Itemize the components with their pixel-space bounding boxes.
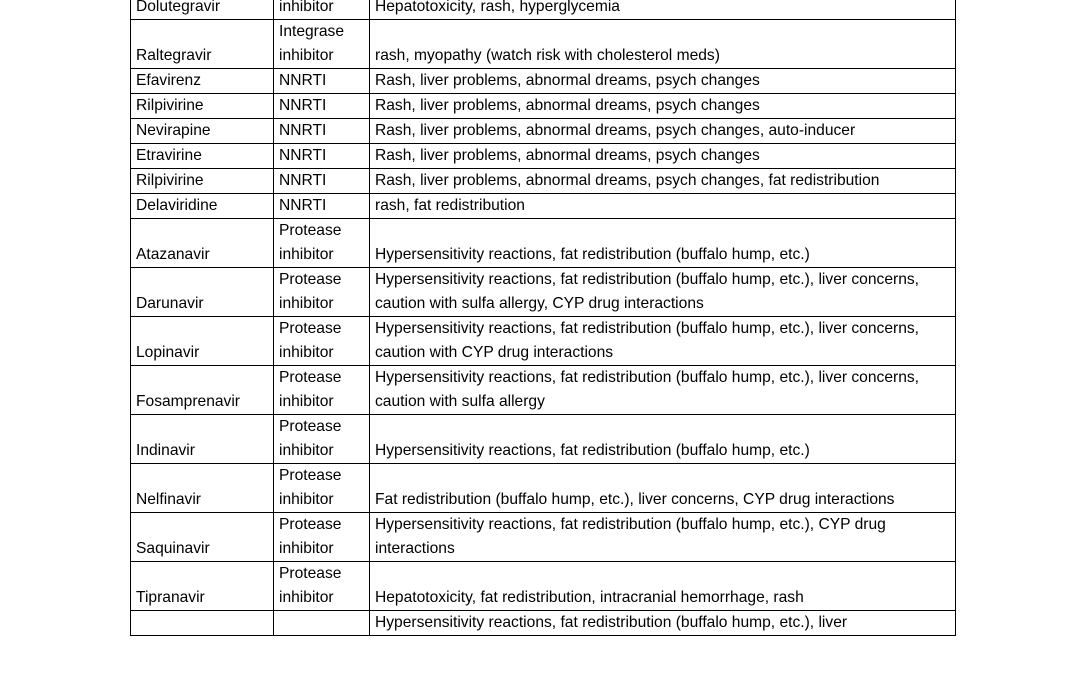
table-row (131, 611, 956, 636)
table-row (131, 366, 956, 415)
drug-class-cell: Protease inhibitor (274, 464, 370, 513)
table-row (131, 0, 956, 20)
table-body (131, 0, 956, 636)
side-effects-cell: Hypersensitivity reactions, fat redistribution (buffalo hump, etc.) (370, 415, 956, 464)
table-row (131, 169, 956, 194)
table-row (131, 464, 956, 513)
table-row (131, 194, 956, 219)
drug-name-cell: Darunavir (131, 268, 274, 317)
drug-side-effects-table (130, 0, 956, 636)
table-row (131, 69, 956, 94)
drug-class-cell: NNRTI (274, 144, 370, 169)
side-effects-cell: Rash, liver problems, abnormal dreams, psych changes (370, 144, 956, 169)
table-row (131, 119, 956, 144)
table-row (131, 20, 956, 69)
side-effects-cell: Hypersensitivity reactions, fat redistribution (buffalo hump, etc.), CYP drug interactions (370, 513, 956, 562)
drug-class-cell: Protease inhibitor (274, 366, 370, 415)
table-row (131, 219, 956, 268)
drug-class-cell: NNRTI (274, 94, 370, 119)
drug-name-cell: Delaviridine (131, 194, 274, 219)
side-effects-cell: Hypersensitivity reactions, fat redistribution (buffalo hump, etc.) (370, 219, 956, 268)
drug-name-cell: Tipranavir (131, 562, 274, 611)
drug-class-cell: NNRTI (274, 69, 370, 94)
drug-class-cell: Protease inhibitor (274, 219, 370, 268)
drug-name-cell: Saquinavir (131, 513, 274, 562)
side-effects-cell: Rash, liver problems, abnormal dreams, psych changes (370, 94, 956, 119)
drug-name-cell: Rilpivirine (131, 94, 274, 119)
drug-class-cell: NNRTI (274, 119, 370, 144)
table-row (131, 144, 956, 169)
drug-name-cell: Lopinavir (131, 317, 274, 366)
side-effects-cell: rash, fat redistribution (370, 194, 956, 219)
drug-class-cell: Protease inhibitor (274, 268, 370, 317)
side-effects-cell: Rash, liver problems, abnormal dreams, psych changes, auto-inducer (370, 119, 956, 144)
drug-name-cell: Etravirine (131, 144, 274, 169)
table-row (131, 317, 956, 366)
drug-class-cell: inhibitor (274, 0, 370, 20)
drug-class-cell: Protease inhibitor (274, 415, 370, 464)
drug-name-cell: Atazanavir (131, 219, 274, 268)
drug-class-cell: NNRTI (274, 169, 370, 194)
drug-name-cell: Dolutegravir (131, 0, 274, 20)
drug-class-cell: Protease inhibitor (274, 562, 370, 611)
drug-name-cell: Indinavir (131, 415, 274, 464)
side-effects-cell: Hypersensitivity reactions, fat redistribution (buffalo hump, etc.), liver concerns, caution with sulfa allergy, CYP drug interactions (370, 268, 956, 317)
table-row (131, 268, 956, 317)
table-row (131, 94, 956, 119)
side-effects-cell: Rash, liver problems, abnormal dreams, psych changes, fat redistribution (370, 169, 956, 194)
side-effects-cell: Hepatotoxicity, rash, hyperglycemia (370, 0, 956, 20)
drug-name-cell: Efavirenz (131, 69, 274, 94)
drug-class-cell: Protease inhibitor (274, 513, 370, 562)
side-effects-cell: Hypersensitivity reactions, fat redistribution (buffalo hump, etc.), liver (370, 611, 956, 636)
drug-class-cell (274, 611, 370, 636)
side-effects-cell: Hepatotoxicity, fat redistribution, intracranial hemorrhage, rash (370, 562, 956, 611)
drug-class-cell: Integrase inhibitor (274, 20, 370, 69)
drug-name-cell: Rilpivirine (131, 169, 274, 194)
drug-name-cell (131, 611, 274, 636)
side-effects-cell: rash, myopathy (watch risk with cholesterol meds) (370, 20, 956, 69)
drug-name-cell: Nevirapine (131, 119, 274, 144)
drug-class-cell: NNRTI (274, 194, 370, 219)
drug-name-cell: Raltegravir (131, 20, 274, 69)
table-row (131, 415, 956, 464)
drug-name-cell: Nelfinavir (131, 464, 274, 513)
side-effects-cell: Rash, liver problems, abnormal dreams, psych changes (370, 69, 956, 94)
table-row (131, 562, 956, 611)
side-effects-cell: Hypersensitivity reactions, fat redistribution (buffalo hump, etc.), liver concerns, caution with sulfa allergy (370, 366, 956, 415)
drug-class-cell: Protease inhibitor (274, 317, 370, 366)
drug-name-cell: Fosamprenavir (131, 366, 274, 415)
table-row (131, 513, 956, 562)
side-effects-cell: Fat redistribution (buffalo hump, etc.), liver concerns, CYP drug interactions (370, 464, 956, 513)
side-effects-cell: Hypersensitivity reactions, fat redistribution (buffalo hump, etc.), liver concerns, caution with CYP drug interactions (370, 317, 956, 366)
